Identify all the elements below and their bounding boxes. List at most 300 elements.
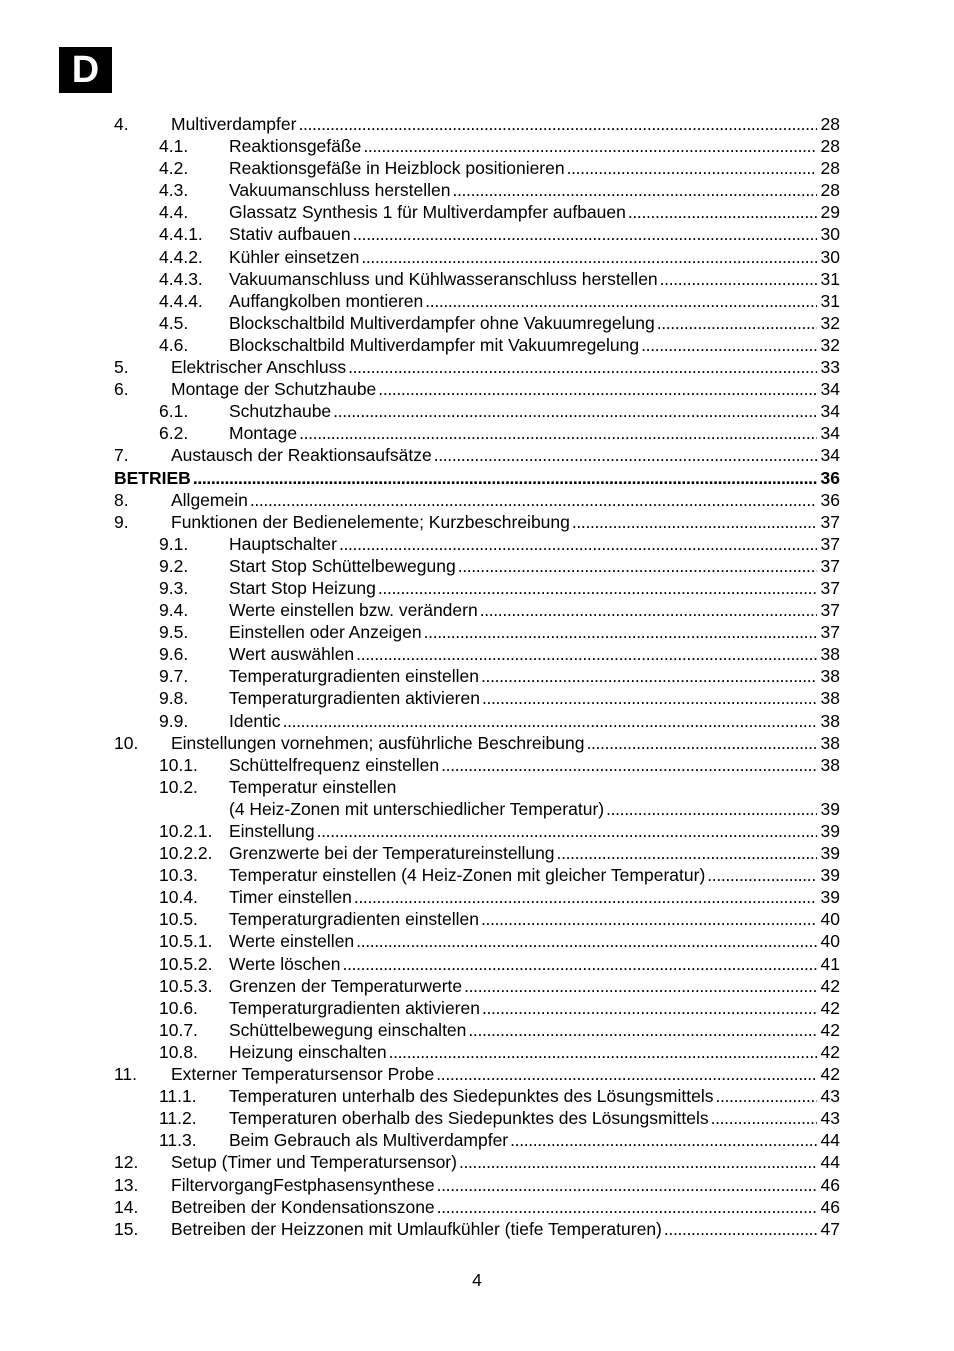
toc-entry-title: Temperaturgradienten aktivieren [229,688,480,709]
toc-entry-title: Wert auswählen [229,644,355,665]
toc-dot-leader [422,621,817,643]
toc-entry-page: 39 [820,843,840,864]
toc-entry-page: 46 [820,1174,840,1195]
language-badge: D [59,47,112,93]
toc-entry-number: 10.5.3. [159,975,213,996]
toc-dot-leader [359,246,816,268]
toc-entry [0,489,954,511]
toc-dot-leader [462,975,816,997]
toc-entry [0,223,954,245]
toc-entry-number: 8. [114,489,129,510]
toc-entry-number: 11.2. [159,1108,197,1129]
toc-dot-leader [626,201,817,223]
toc-entry-page: 42 [820,997,840,1018]
toc-dot-leader [604,798,816,820]
toc-entry-page: 39 [820,821,840,841]
toc-entry-page: 32 [820,334,840,355]
toc-entry-body [229,820,840,842]
toc-dot-leader [346,356,816,378]
toc-entry [0,975,954,997]
toc-entry-page: 37 [820,533,840,554]
toc-entry [0,1218,954,1240]
toc-entry-number: 15. [114,1218,139,1239]
toc-entry-body [229,1041,840,1063]
toc-dot-leader [478,599,817,621]
toc-entry-number: 4. [114,114,129,134]
toc-entry-number: 4.4. [159,202,189,223]
toc-entry-title: Reaktionsgefäße [229,136,362,157]
toc-entry-body [229,687,840,709]
toc-entry-number: 4.2. [159,158,189,179]
toc-entry [0,533,954,555]
toc-dot-leader [584,732,816,754]
toc-entry-body [229,1019,840,1041]
toc-entry-body [229,400,840,422]
toc-entry-page: 37 [820,600,840,621]
toc-dot-leader [296,113,816,135]
toc-dot-leader [480,997,817,1019]
toc-dot-leader [354,643,816,665]
toc-dot-leader [248,489,817,511]
toc-entry-body [229,135,840,157]
toc-entry-page: 28 [820,158,840,179]
toc-entry-page: 44 [820,1152,840,1173]
toc-entry-number: 6. [114,379,129,400]
toc-dot-leader [351,223,817,245]
toc-entry-title: Montage der Schutzhaube [171,379,377,400]
toc-entry [0,1107,954,1129]
toc-entry-body [171,1218,840,1240]
toc-entry [0,798,954,820]
toc-entry [0,378,954,400]
toc-entry-number: 11. [114,1064,138,1085]
toc-dot-leader [565,157,817,179]
toc-entry-title: Einstellung [229,821,315,841]
toc-dot-leader [555,842,817,864]
toc-entry-number: 10.5.1. [159,931,213,952]
toc-entry-number: 10.3. [159,865,198,886]
toc-entry-title: Kühler einsetzen [229,246,360,267]
toc-entry-page: 38 [820,710,840,731]
toc-entry-title: Temperatur einstellen [229,776,397,797]
toc-entry-title: Heizung einschalten [229,1041,387,1062]
toc-entry-body [229,334,840,356]
toc-dot-leader [281,710,817,732]
toc-dot-leader [315,820,817,842]
toc-dot-leader [432,444,817,466]
toc-entry [0,444,954,466]
toc-dot-leader [639,334,816,356]
toc-dot-leader [662,1218,817,1240]
toc-entry-number: 4.4.4. [159,290,203,311]
toc-entry-title: Stativ aufbauen [229,224,351,245]
toc-entry-number: 10. [114,732,139,753]
toc-entry-page: 37 [820,511,840,532]
toc-entry-body [229,997,840,1019]
toc-entry-page: 31 [820,268,840,289]
toc-entry-body [171,511,840,533]
toc-entry-title: Einstellungen vornehmen; ausführliche Beschreibung [171,732,585,753]
toc-entry-number: 9.9. [159,710,189,731]
toc-dot-leader [376,378,816,400]
toc-entry-title: FiltervorgangFestphasensynthese [171,1174,435,1195]
toc-entry [0,1151,954,1173]
toc-entry-number: 9.5. [159,622,189,643]
toc-entry-page: 41 [820,953,840,974]
toc-entry-number: 5. [114,357,129,378]
toc-dot-leader [705,864,816,886]
toc-dot-leader [352,886,817,908]
toc-entry-title: Temperaturgradienten aktivieren [229,997,480,1018]
toc-entry-body [229,268,840,290]
toc-entry-title: Werte einstellen [229,931,355,952]
toc-entry-number: 10.7. [159,1019,198,1040]
toc-entry-number: 4.4.2. [159,246,203,267]
toc-entry-page: 42 [820,975,840,996]
toc-dot-leader [354,930,816,952]
toc-entry-number: 7. [114,445,129,466]
toc-entry-title: Werte löschen [229,953,341,974]
toc-entry [0,268,954,290]
toc-entry-number: 4.6. [159,334,189,355]
toc-entry-page: 36 [820,489,840,510]
toc-entry-number: 4.5. [159,312,189,333]
toc-entry [0,201,954,223]
toc-entry-title: Identic [229,710,281,731]
toc-entry-body [229,577,840,599]
toc-entry-number: 9. [114,511,129,532]
toc-entry [0,643,954,665]
toc-entry-page: 39 [820,887,840,908]
toc-entry-page: 39 [820,865,840,886]
toc-entry-number: 10.5. [159,909,198,930]
toc-dot-leader [191,467,817,489]
toc-entry-title: Temperaturgradienten einstellen [229,666,480,687]
toc-entry-number: 10.8. [159,1041,198,1062]
toc-entry-page: 39 [820,798,840,819]
toc-entry-title: Grenzen der Temperaturwerte [229,975,463,996]
toc-entry-body [171,1151,840,1173]
toc-entry [0,1129,954,1151]
toc-entry [0,953,954,975]
toc-entry-number: 13. [114,1174,139,1195]
toc-dot-leader [508,1129,816,1151]
toc-entry-body [114,467,840,489]
toc-entry-title: Glassatz Synthesis 1 für Multiverdampfer aufbauen [229,202,626,223]
toc-entry-body [229,665,840,687]
toc-entry-number: 4.3. [159,180,189,201]
toc-entry-page: 34 [820,401,840,422]
toc-entry-body [229,776,840,798]
toc-entry-body [229,157,840,179]
toc-entry-title: Allgemein [171,489,248,510]
toc-entry [0,157,954,179]
toc-dot-leader [423,290,816,312]
toc-entry [0,179,954,201]
toc-dot-leader [450,179,816,201]
toc-entry-title: Setup (Timer und Temperatursensor) [171,1152,457,1173]
toc-dot-leader [331,400,816,422]
toc-entry [0,422,954,444]
toc-entry [0,400,954,422]
toc-entry-body [229,599,840,621]
toc-entry [0,776,954,798]
toc-entry-number: 10.6. [159,997,198,1018]
toc-entry [0,312,954,334]
toc-entry-page: 33 [820,357,840,378]
toc-entry-body [229,246,840,268]
toc-entry-body [229,223,840,245]
toc-entry-page: 38 [820,666,840,687]
toc-entry-page: 38 [820,688,840,709]
toc-entry-body [171,489,840,511]
toc-entry-number: 12. [114,1152,139,1173]
toc-entry-page: 36 [820,467,840,488]
toc-entry-page: 40 [820,931,840,952]
toc-entry-number: 9.6. [159,644,189,665]
toc-entry [0,246,954,268]
toc-entry [0,864,954,886]
toc-entry [0,820,954,842]
toc-entry-body [229,886,840,908]
toc-dot-leader [457,1151,817,1173]
toc-entry-title: Schüttelfrequenz einstellen [229,754,440,775]
toc-entry-number: 6.2. [159,423,189,444]
toc-entry-page: 28 [820,180,840,201]
toc-entry-body [229,842,840,864]
toc-entry [0,290,954,312]
toc-entry [0,1196,954,1218]
toc-entry [0,599,954,621]
toc-entry-body [171,444,840,466]
toc-entry [0,511,954,533]
toc-entry-title: Blockschaltbild Multiverdampfer ohne Vakuumregelung [229,312,655,333]
toc-entry-body [229,290,840,312]
toc-entry-body [171,1196,840,1218]
toc-entry [0,754,954,776]
toc-entry-title: Start Stop Schüttelbewegung [229,555,456,576]
toc-entry [0,113,954,135]
toc-entry [0,710,954,732]
toc-entry-title: (4 Heiz-Zonen mit unterschiedlicher Temperatur) [229,798,605,819]
toc-entry-title: Multiverdampfer [171,114,297,134]
toc-dot-leader [434,1063,816,1085]
toc-entry-number: 10.2.2. [159,843,213,864]
toc-entry-title: BETRIEB [114,467,191,488]
toc-entry-body [229,1129,840,1151]
toc-entry-body [229,422,840,444]
toc-entry [0,467,954,489]
toc-entry-body [229,312,840,334]
toc-entry-title: Beim Gebrauch als Multiverdampfer [229,1130,509,1151]
toc-entry-number: 11.3. [159,1130,197,1151]
toc-entry-body [229,710,840,732]
toc-dot-leader [297,422,816,444]
toc-entry-page: 42 [820,1064,840,1085]
toc-entry-number: 10.1. [159,754,198,775]
toc-entry [0,1085,954,1107]
toc-dot-leader [713,1085,816,1107]
toc-entry-number: 11.1. [159,1086,197,1107]
toc-entry-page: 34 [820,445,840,466]
toc-entry [0,555,954,577]
toc-entry-number: 4.4.1. [159,224,203,245]
toc-entry [0,1063,954,1085]
toc-entry-page: 47 [820,1218,840,1239]
toc-entry-number: 9.4. [159,600,189,621]
toc-entry-title: Reaktionsgefäße in Heizblock positionieren [229,158,565,179]
toc-entry-body [229,908,840,930]
toc-entry [0,930,954,952]
toc-entry-title: Einstellen oder Anzeigen [229,622,422,643]
toc-dot-leader [435,1174,817,1196]
toc-entry-number: 9.2. [159,555,189,576]
toc-entry-number: 4.4.3. [159,268,203,289]
toc-entry-number: 10.5.2. [159,953,213,974]
toc-entry-page: 42 [820,1041,840,1062]
toc-entry-body [229,555,840,577]
toc-dot-leader [570,511,817,533]
toc-entry [0,1019,954,1041]
toc-entry-page: 32 [820,312,840,333]
toc-entry-body [171,356,840,378]
toc-dot-leader [435,1196,817,1218]
toc-entry [0,997,954,1019]
toc-dot-leader [709,1107,817,1129]
toc-entry-body [171,378,840,400]
toc-entry-title: Temperaturen oberhalb des Siedepunktes des Lösungsmittels [229,1108,709,1129]
toc-entry-title: Schutzhaube [229,401,332,422]
toc-entry-title: Werte einstellen bzw. verändern [229,600,478,621]
toc-entry-page: 31 [820,290,840,311]
toc-entry-title: Betreiben der Heizzonen mit Umlaufkühler (tiefe Temperaturen) [171,1218,662,1239]
toc-entry-page: 28 [820,114,840,134]
toc-dot-leader [479,665,817,687]
toc-entry-title: Funktionen der Bedienelemente; Kurzbeschreibung [171,511,570,532]
toc-entry-body [171,1174,840,1196]
toc-entry-body [229,179,840,201]
toc-dot-leader [387,1041,817,1063]
toc-entry-body [229,621,840,643]
toc-entry [0,732,954,754]
toc-entry-number: 10.4. [159,887,198,908]
toc-entry-body [229,533,840,555]
toc-entry-body [229,201,840,223]
toc-entry-page: 40 [820,909,840,930]
toc-entry-title: Blockschaltbild Multiverdampfer mit Vakuumregelung [229,334,640,355]
toc-entry-title: Montage [229,423,298,444]
toc-entry [0,886,954,908]
toc-entry [0,1041,954,1063]
toc-entry-title: Timer einstellen [229,887,352,908]
toc-entry [0,334,954,356]
toc-entry [0,1174,954,1196]
toc-entry-page: 30 [820,224,840,245]
toc-entry-number: 6.1. [159,401,189,422]
toc-entry-number: 10.2. [159,776,198,797]
toc-entry-number: 4.1. [159,136,189,157]
toc-entry-page: 38 [820,754,840,775]
toc-entry-title: Temperaturen unterhalb des Siedepunktes des Lösungsmittels [229,1086,714,1107]
toc-entry-page: 29 [820,202,840,223]
page-number: 4 [472,1270,482,1290]
toc-entry-body [229,798,840,820]
toc-entry-page: 28 [820,136,840,157]
toc-entry-number: 14. [114,1196,139,1217]
toc-entry-page: 38 [820,644,840,665]
toc-entry-body [229,1085,840,1107]
toc-dot-leader [479,908,817,930]
toc-dot-leader [658,268,817,290]
toc-dot-leader [337,533,817,555]
toc-entry-body [229,643,840,665]
toc-entry-page: 37 [820,577,840,598]
toc-entry-body [229,975,840,997]
toc-entry-title: Elektrischer Anschluss [171,357,347,378]
table-of-contents [0,113,954,1240]
toc-entry [0,908,954,930]
toc-entry-title: Vakuumanschluss herstellen [229,180,451,201]
toc-entry-number: 9.3. [159,577,189,598]
toc-entry-title: Grenzwerte bei der Temperatureinstellung [229,843,555,864]
toc-entry-body [171,113,840,135]
toc-dot-leader [439,754,816,776]
toc-entry [0,842,954,864]
toc-entry-body [229,1107,840,1129]
toc-entry-title: Start Stop Heizung [229,577,376,598]
toc-dot-leader [456,555,817,577]
toc-dot-leader [480,687,817,709]
toc-entry-body [171,732,840,754]
toc-entry-number: 9.1. [159,533,189,554]
toc-entry-page: 37 [820,555,840,576]
toc-entry-title: Externer Temperatursensor Probe [171,1064,435,1085]
toc-entry-page: 46 [820,1196,840,1217]
toc-entry-page: 42 [820,1019,840,1040]
toc-entry-title: Schüttelbewegung einschalten [229,1019,467,1040]
toc-entry-title: Vakuumanschluss und Kühlwasseranschluss herstellen [229,268,658,289]
toc-entry-body [229,930,840,952]
toc-entry-title: Austausch der Reaktionsaufsätze [171,445,432,466]
toc-entry-title: Temperaturgradienten einstellen [229,909,480,930]
toc-dot-leader [655,312,817,334]
toc-entry-page: 43 [820,1086,840,1107]
toc-entry-page: 43 [820,1108,840,1129]
toc-entry-page: 30 [820,246,840,267]
toc-entry-title: Hauptschalter [229,533,337,554]
toc-dot-leader [361,135,816,157]
toc-entry-body [229,754,840,776]
toc-entry [0,135,954,157]
toc-entry [0,665,954,687]
toc-entry-title: Temperatur einstellen (4 Heiz-Zonen mit gleicher Temperatur) [229,865,706,886]
toc-dot-leader [341,953,817,975]
toc-entry-page: 34 [820,423,840,444]
toc-entry-page: 37 [820,622,840,643]
toc-entry [0,577,954,599]
toc-entry-body [229,953,840,975]
toc-entry [0,356,954,378]
toc-entry-number: 10.2.1. [159,821,213,841]
toc-entry-page: 34 [820,379,840,400]
toc-entry-body [171,1063,840,1085]
toc-entry-page: 44 [820,1130,840,1151]
toc-entry [0,687,954,709]
toc-dot-leader [466,1019,816,1041]
toc-entry-page: 38 [820,732,840,753]
toc-entry-title: Betreiben der Kondensationszone [171,1196,435,1217]
toc-entry-number: 9.8. [159,688,189,709]
